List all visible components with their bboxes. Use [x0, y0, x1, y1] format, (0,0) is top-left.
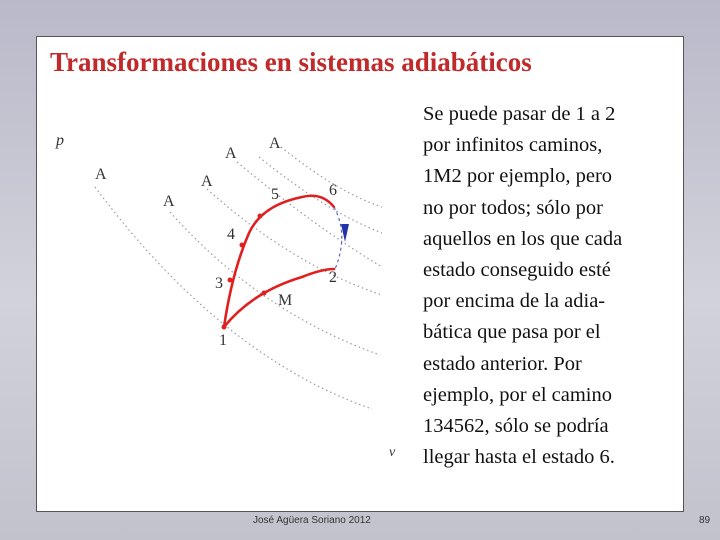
- adiabat-label: A: [269, 135, 281, 152]
- state-point-M: [262, 291, 267, 296]
- state-label-1: 1: [219, 332, 227, 349]
- state-label-3: 3: [215, 275, 223, 292]
- state-point-4: [240, 243, 245, 248]
- adiabat-label: A: [225, 145, 237, 162]
- state-label-5: 5: [271, 186, 279, 203]
- slide-title: Transformaciones en sistemas adiabáticos: [50, 47, 532, 77]
- text-line: estado anterior. Por: [423, 352, 582, 375]
- state-point-5: [258, 214, 263, 219]
- text-line: bática que pasa por el: [423, 321, 601, 344]
- text-line: ejemplo, por el camino: [423, 383, 612, 406]
- state-label-2: 2: [329, 269, 337, 286]
- axis-label-v: v: [389, 445, 396, 460]
- state-point-3: [228, 278, 233, 283]
- page-number: 89: [699, 515, 711, 526]
- adiabat-label: A: [201, 173, 213, 190]
- text-line: por encima de la adia-: [423, 290, 606, 313]
- axis-label-p: p: [56, 132, 64, 149]
- text-line: 1M2 por ejemplo, pero: [423, 165, 613, 188]
- text-line: no por todos; sólo por: [423, 196, 603, 219]
- state-label-4: 4: [227, 226, 235, 243]
- adiabat-labels: [95, 135, 281, 210]
- text-line: 134562, sólo se podría: [423, 415, 609, 438]
- text-line: llegar hasta el estado 6.: [423, 446, 615, 469]
- path-6-to-2-dashed: [334, 207, 342, 269]
- adiabat-curve: [170, 212, 380, 355]
- state-point-1: [222, 325, 227, 330]
- adiabat-label: A: [95, 166, 107, 183]
- text-line: Se puede pasar de 1 a 2: [423, 103, 616, 125]
- adiabat-label: A: [163, 193, 175, 210]
- state-label-M: M: [278, 292, 293, 309]
- adiabats: [95, 147, 382, 409]
- text-line: por infinitos caminos,: [423, 134, 603, 157]
- arrow-down-icon: [341, 224, 349, 242]
- text-line: estado conseguido esté: [423, 259, 611, 282]
- state-label-6: 6: [329, 182, 337, 199]
- adiabat-curve: [95, 187, 372, 409]
- footer-credit: José Agüera Soriano 2012: [253, 515, 371, 526]
- slide: [36, 36, 711, 526]
- text-line: aquellos en los que cada: [423, 227, 623, 250]
- explanation-text: [423, 99, 683, 473]
